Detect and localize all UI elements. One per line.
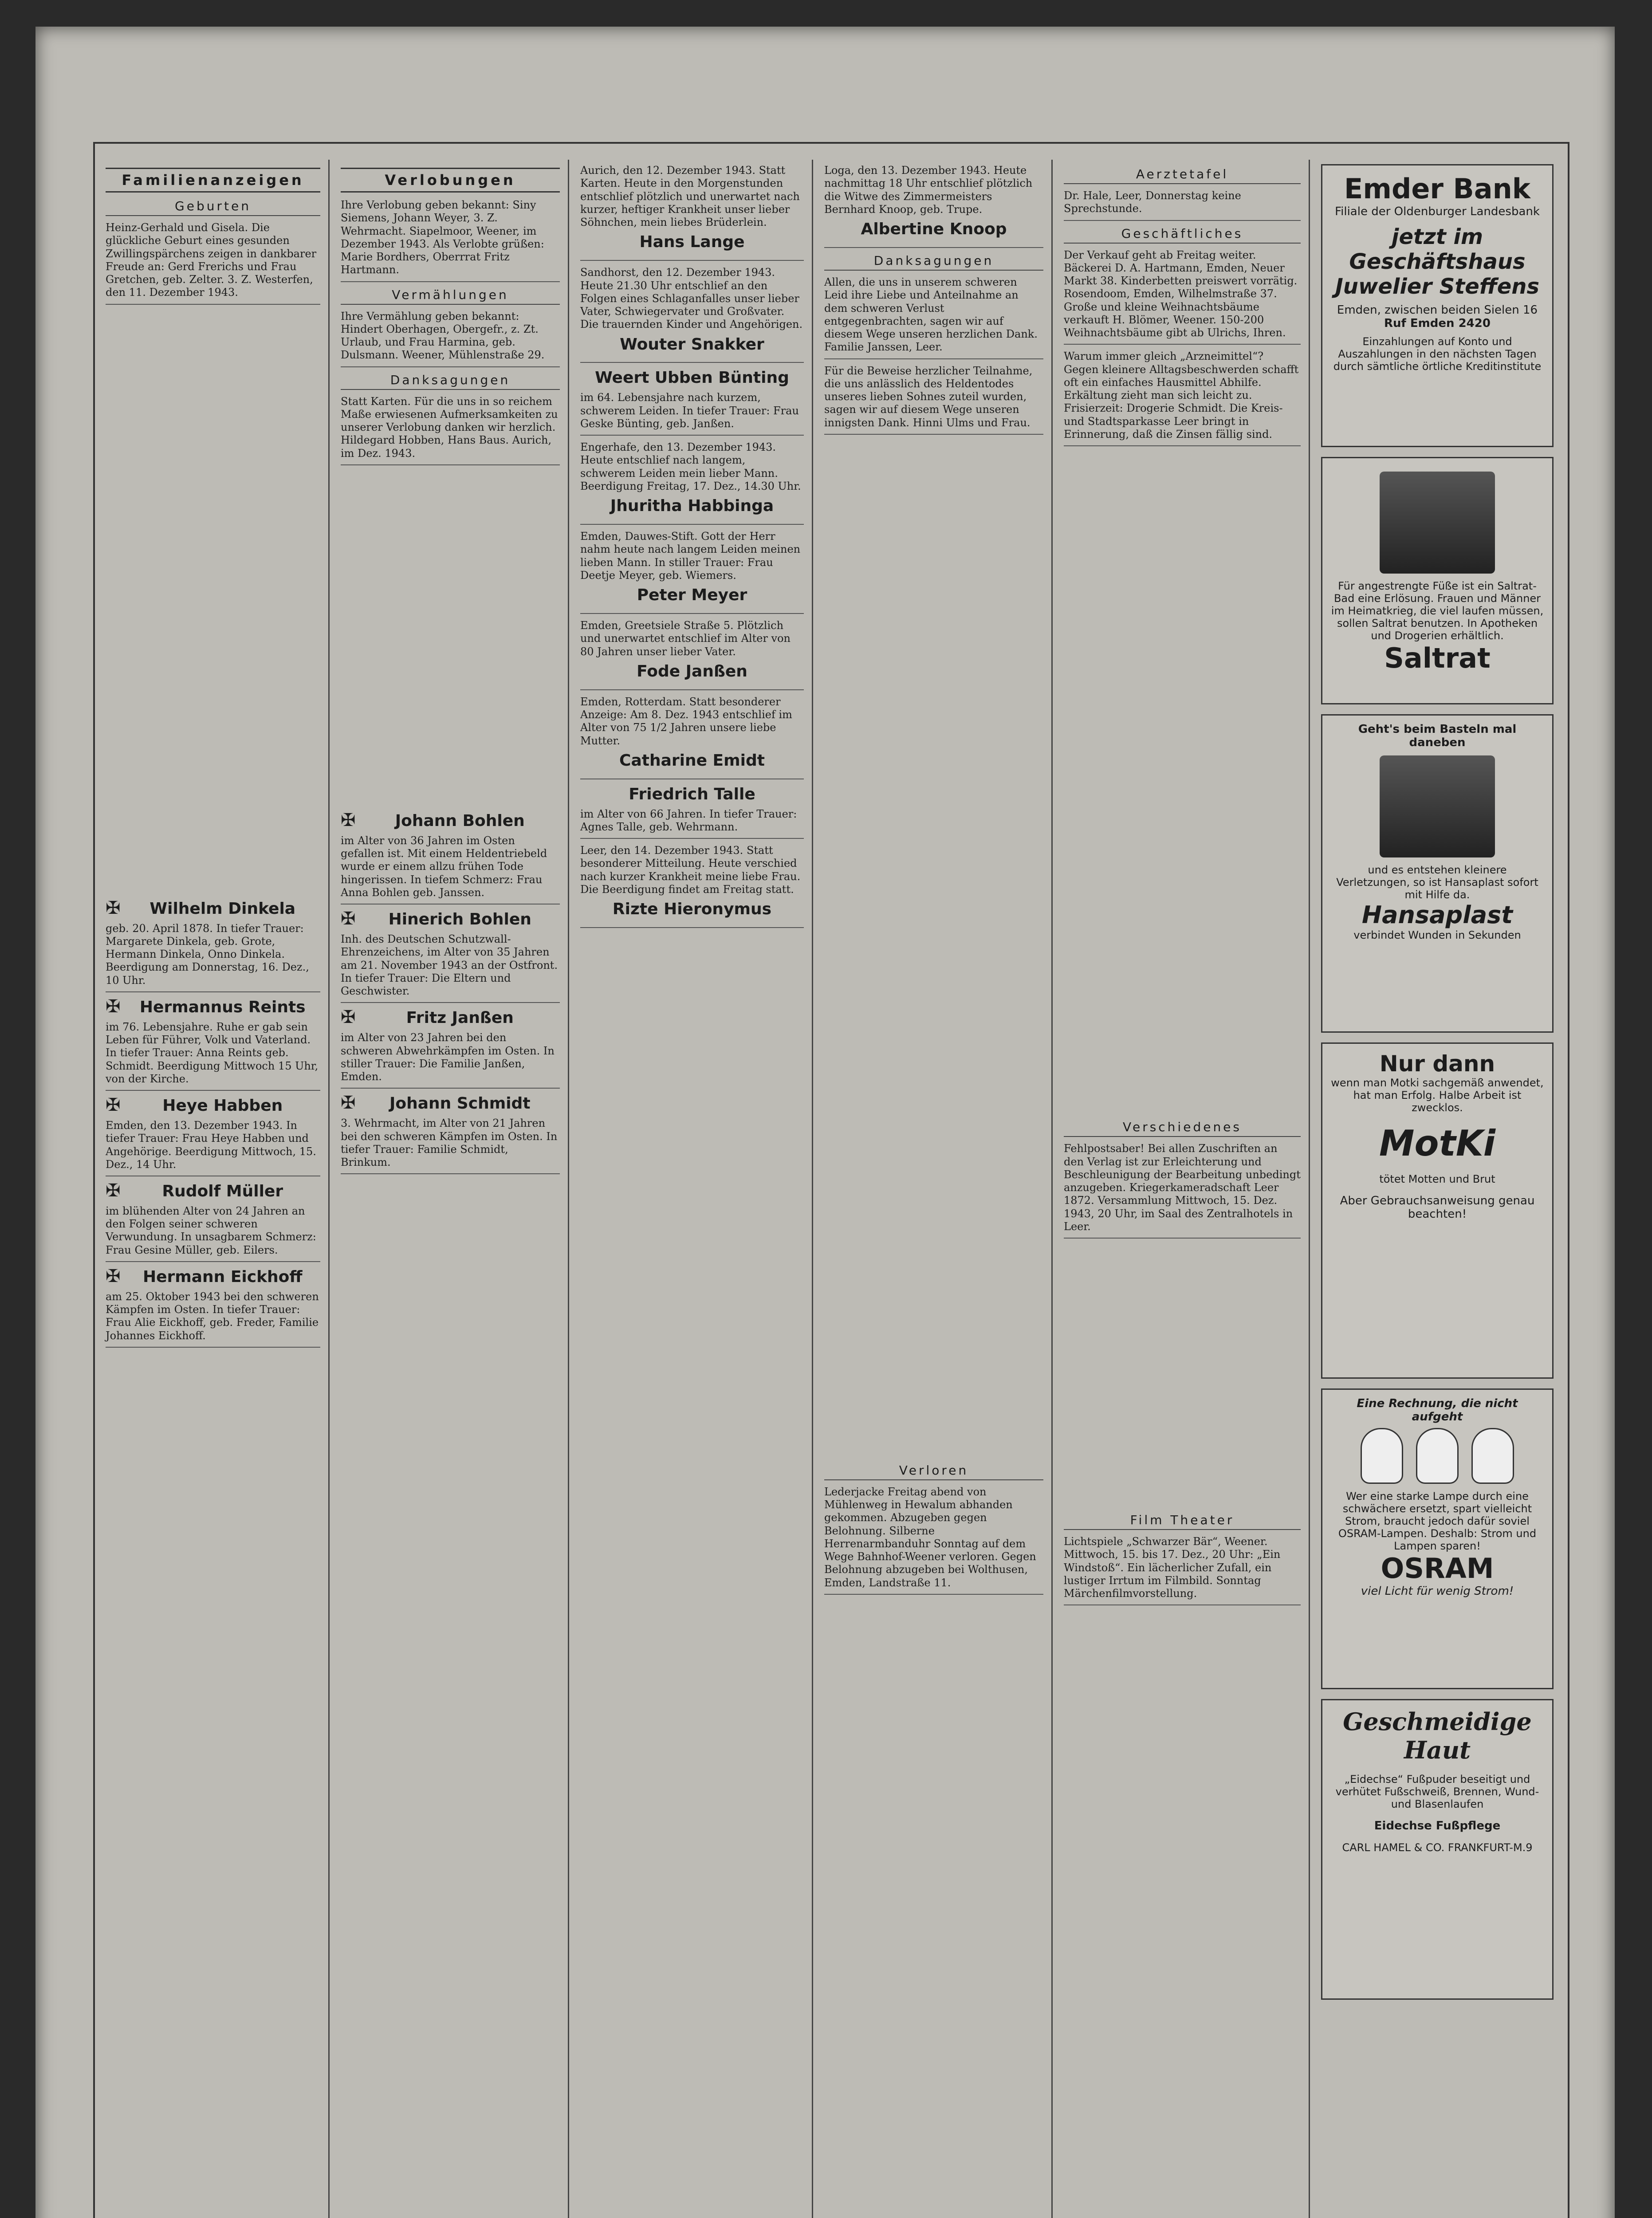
notice-text: Engerhafe, den 13. Dezember 1943. Heute entschlief nach langem, schwerem Leiden mein lieber Mann. Beerdigung Freitag, 17. Dez., 14.30 Uhr. (580, 441, 801, 492)
business-notice: Der Verkauf geht ab Freitag weiter. Bäckerei D. A. Hartmann, Emden, Neuer Markt 38. Kinderbetten preiswert vorrätig. Rosendoom, Emden, Wilhelmstraße 37. Große und kleine Weihnachtsbäume verkauft H. Blömer, Weener. 150-200 Weihnachtsbäume gibt ab Ulrichs, Ihren. (1064, 249, 1301, 345)
death-notice (824, 164, 1043, 248)
ad-motki (1321, 1042, 1554, 1379)
ad-text: Wer eine starke Lampe durch eine schwächere ersetzt, spart vielleicht Strom, braucht jedoch dafür soviel OSRAM-Lampen. Deshalb: Strom und Lampen sparen! (1338, 1490, 1537, 1552)
deceased-name: Weert Ubben Bünting (595, 369, 789, 387)
ad-hansaplast (1321, 714, 1554, 1033)
spacer (824, 440, 1043, 1460)
notice-text: Aurich, den 12. Dezember 1943. Statt Karten. Heute in den Morgenstunden entschlief plötzlich und unerwartet nach kurzer, heftiger Krankheit unser lieber Söhnchen, mein liebes Brüderlein. (580, 164, 800, 229)
notice-text: Sandhorst, den 12. Dezember 1943. Heute 21.30 Uhr entschlief an den Folgen eines Schlaganfalles unser lieber Vater, Schwiegervater und Großvater. Die trauernden Kinder und Angehörigen. (580, 266, 803, 331)
marriage-notice: Ihre Vermählung geben bekannt: Hindert Oberhagen, Obergefr., z. Zt. Urlaub, und Frau Harmina, geb. Dulsmann. Weener, Mühlenstraße 29. (341, 310, 560, 367)
iron-cross-icon: ✠ (106, 897, 121, 918)
ad-claim: viel Licht für wenig Strom! (1361, 1585, 1514, 1598)
spacer (341, 471, 560, 808)
subheader-film: Film Theater (1064, 1513, 1301, 1530)
ad-title: Eine Rechnung, die nicht aufgeht (1357, 1397, 1518, 1424)
deceased-name: Wouter Snakker (620, 335, 764, 354)
notice-text: geb. 20. April 1878. In tiefer Trauer: Margarete Dinkela, geb. Grote, Hermann Dinkela, Onno Dinkela. Beerdigung am Donnerstag, 16. Dez., 10 Uhr. (106, 922, 309, 987)
death-notice (580, 844, 804, 928)
death-notice (341, 811, 560, 905)
ad-footer: Aber Gebrauchsanweisung genau beachten! (1340, 1194, 1535, 1221)
deceased-name: Fritz Janßen (406, 1009, 514, 1027)
death-notice (580, 619, 804, 690)
iron-cross-icon: ✠ (106, 996, 121, 1017)
engagement-notice: Ihre Verlobung geben bekannt: Siny Siemens, Johann Weyer, 3. Z. Wehrmacht. Siapelmoor, Weener, im Dezember 1943. Als Verlobte grüßen: Marie Bordhers, Oberrrat Fritz Hartmann. (341, 199, 560, 282)
notice-text: am 25. Oktober 1943 bei den schweren Kämpfen im Osten. In tiefer Trauer: Frau Alie Eickhoff, geb. Freder, Familie Johannes Eickhoff. (106, 1290, 319, 1342)
deceased-name: Wilhelm Dinkela (149, 899, 296, 918)
death-notice (106, 998, 320, 1091)
figure-illustration-icon (1380, 472, 1495, 574)
death-notice (106, 1267, 320, 1348)
ad-brand: Eidechse Fußpflege (1374, 1819, 1501, 1833)
notice-text: im blühenden Alter von 24 Jahren an den Folgen seiner schweren Verwundung. In unsagbarem Schmerz: Frau Gesine Müller, geb. Eilers. (106, 1204, 316, 1256)
deceased-name: Friedrich Talle (629, 785, 755, 803)
lightbulb-icon (1416, 1428, 1459, 1484)
iron-cross-icon: ✠ (106, 1266, 121, 1286)
deceased-name: Peter Meyer (637, 586, 747, 605)
death-notice (341, 1094, 560, 1174)
deceased-name: Johann Bohlen (395, 811, 525, 830)
death-notice (580, 785, 804, 839)
spacer (1064, 1244, 1301, 1510)
misc-notice: Fehlpostsaber! Bei allen Zuschriften an den Verlag ist zur Erleichterung und Beschleunigung der Bearbeitung unbedingt anzugeben. Kriegerkameradschaft Leer 1872. Versammlung Mittwoch, 15. Dez. 1943, 20 Uhr, im Saal des Zentralhotels in Leer. (1064, 1142, 1301, 1239)
iron-cross-icon: ✠ (341, 1007, 356, 1028)
ad-brand: Hansaplast (1361, 901, 1513, 929)
ad-text: Für angestrengte Füße ist ein Saltrat-Bad eine Erlösung. Frauen und Männer im Heimatkrieg, die viel laufen müssen, sollen Saltrat benutzen. In Apotheken und Drogerien erhältlich. (1331, 580, 1544, 642)
column-classifieds (1056, 160, 1310, 2218)
iron-cross-icon: ✠ (341, 1093, 356, 1113)
deceased-name: Catharine Emidt (619, 751, 765, 770)
deceased-name: Albertine Knoop (861, 220, 1007, 239)
iron-cross-icon: ✠ (341, 908, 356, 929)
lightbulb-icon (1361, 1428, 1403, 1484)
death-notice (106, 1096, 320, 1176)
deceased-name: Rudolf Müller (162, 1182, 283, 1201)
ad-brand: MotKi (1379, 1123, 1496, 1164)
death-notice (580, 696, 804, 779)
ad-saltrat (1321, 457, 1554, 704)
deceased-name: Hinerich Bohlen (388, 910, 531, 929)
notice-text: im 64. Lebensjahre nach kurzem, schwerem Leiden. In tiefer Trauer: Frau Geske Bünting, geb. Janßen. (580, 391, 799, 430)
death-notice (106, 1182, 320, 1262)
ad-title: Emder Bank (1344, 173, 1530, 205)
notice-text: im Alter von 36 Jahren im Osten gefallen ist. Mit einem Heldentriebeld wurde er einem allzu frühen Tode hingerissen. In tiefem Schmerz: Frau Anna Bohlen geb. Janssen. (341, 834, 547, 899)
notice-text: Emden, Greetsiele Straße 5. Plötzlich und unerwartet entschlief im Alter von 80 Jahren unser lieber Vater. (580, 619, 791, 658)
death-notice (580, 164, 804, 261)
death-notice (580, 441, 804, 525)
subheader-marriages: Vermählungen (341, 287, 560, 305)
birth-notice: Heinz-Gerhald und Gisela. Die glückliche Geburt eines gesunden Zwillingspärchens zeigen in dankbarer Freude an: Gerd Frerichs und Frau Gretchen, geb. Zelter. 3. Z. Westerfen, den 11. Dezember 1943. (106, 221, 320, 305)
ad-headline: jetzt im Geschäftshaus Juwelier Steffens (1335, 224, 1540, 299)
figure-illustration-icon (1380, 755, 1495, 857)
thanks-notice: Statt Karten. Für die uns in so reichem Maße erwiesenen Aufmerksamkeiten zu unserer Verlobung danken wir herzlich. Hildegard Hobben, Hans Baus. Aurich, im Dez. 1943. (341, 395, 560, 465)
ad-osram (1321, 1388, 1554, 1689)
death-notice (341, 1008, 560, 1089)
notice-text: Loga, den 13. Dezember 1943. Heute nachmittag 18 Uhr entschlief plötzlich die Witwe des Zimmermeisters Bernhard Knoop, geb. Trupe. (824, 164, 1033, 216)
deceased-name: Hermannus Reints (139, 998, 306, 1016)
notice-text: im Alter von 23 Jahren bei den schweren Abwehrkämpfen im Osten. In stiller Trauer: Die Familie Janßen, Emden. (341, 1031, 555, 1083)
column-engagements (333, 160, 569, 2218)
section-header-verlobungen: Verlobungen (341, 168, 560, 193)
column-thanks (816, 160, 1053, 2218)
film-notice: Lichtspiele „Schwarzer Bär“, Weener. Mittwoch, 15. bis 17. Dez., 20 Uhr: „Ein Windstoß“. Ein lächerlicher Zufall, ein lustiger Irrtum im Filmbild. Sonntag Märchenfilmvorstellung. (1064, 1535, 1301, 1605)
ad-headline: Geht's beim Basteln mal daneben (1358, 723, 1517, 749)
notice-text: Inh. des Deutschen Schutzwall-Ehrenzeichens, im Alter von 35 Jahren am 21. November 1943 an der Ostfront. In tiefer Trauer: Die Eltern und Geschwister. (341, 933, 558, 998)
ad-note: Einzahlungen auf Konto und Auszahlungen in den nächsten Tagen durch sämtliche örtliche Kreditinstitute (1333, 335, 1542, 373)
lightbulbs-illustration (1329, 1424, 1545, 1490)
spacer (1064, 452, 1301, 1117)
thanks-notice: Allen, die uns in unserem schweren Leid ihre Liebe und Anteilnahme an dem schweren Verlust entgegenbrachten, sagen wir auf diesem Wege unseren herzlichen Dank. Familie Janssen, Leer. (824, 276, 1043, 359)
notice-text: 3. Wehrmacht, im Alter von 21 Jahren bei den schweren Kämpfen im Osten. In tiefer Trauer: Familie Schmidt, Brinkum. (341, 1117, 558, 1169)
notice-text: Emden, Rotterdam. Statt besonderer Anzeige: Am 8. Dez. 1943 entschlief im Alter von 75 1/2 Jahren unsere liebe Mutter. (580, 695, 792, 747)
iron-cross-icon: ✠ (106, 1095, 121, 1116)
business-notice: Warum immer gleich „Arzneimittel“? Gegen kleinere Alltagsbeschwerden schafft oft ein einfaches Hausmittel Abhilfe. Erkältung zieht man sich leicht zu. Frisierzeit: Drogerie Schmidt. Die Kreis- und Stadtsparkasse Leer bringt in Erinnerung, daß die Zinsen fällig sind. (1064, 350, 1301, 446)
thanks-notice: Für die Beweise herzlicher Teilnahme, die uns anlässlich des Heldentodes unseres lieben Sohnes zuteil wurden, sagen wir auf diesem Wege unseren innigsten Dank. Hinni Ulms und Frau. (824, 365, 1043, 435)
deceased-name: Heye Habben (162, 1097, 283, 1115)
iron-cross-icon: ✠ (106, 1180, 121, 1201)
ad-eidechse (1321, 1699, 1554, 2000)
column-ads (1313, 160, 1562, 2218)
notice-text: Emden, Dauwes-Stift. Gott der Herr nahm heute nach langem Leiden meinen lieben Mann. In stiller Trauer: Frau Deetje Meyer, geb. Wiemers. (580, 530, 801, 582)
ad-title: Nur dann (1379, 1051, 1495, 1077)
deceased-name: Rizte Hieronymus (612, 900, 772, 919)
death-notice (341, 910, 560, 1003)
ad-emder-bank (1321, 164, 1554, 447)
lightbulb-icon (1471, 1428, 1514, 1484)
death-notice (580, 368, 804, 436)
subheader-lost: Verloren (824, 1463, 1043, 1480)
notice-text: im 76. Lebensjahre. Ruhe er gab sein Leben für Führer, Volk und Vaterland. In tiefer Trauer: Anna Reints geb. Schmidt. Beerdigung Mittwoch 15 Uhr, von der Kirche. (106, 1020, 319, 1085)
deceased-name: Johann Schmidt (389, 1094, 531, 1113)
section-header-familienanzeigen: Familienanzeigen (106, 168, 320, 193)
column-death-notices (572, 160, 813, 2218)
notice-text: Leer, den 14. Dezember 1943. Statt besonderer Mitteilung. Heute verschied nach kurzer Krankheit meine liebe Frau. Die Beerdigung findet am Freitag statt. (580, 844, 801, 896)
ad-title: Geschmeidige Haut (1343, 1707, 1532, 1764)
subheader-business: Geschäftliches (1064, 226, 1301, 244)
notice-text: im Alter von 66 Jahren. In tiefer Trauer: Agnes Talle, geb. Wehrmann. (580, 807, 797, 833)
subheader-thanks: Danksagungen (824, 253, 1043, 271)
subheader-misc: Verschiedenes (1064, 1120, 1301, 1137)
newspaper-page (35, 27, 1615, 2218)
ad-address: Emden, zwischen beiden Sielen 16 (1337, 303, 1538, 317)
deceased-name: Jhuritha Habbinga (610, 497, 774, 515)
ad-brand: OSRAM (1381, 1552, 1494, 1585)
ad-text: und es entstehen kleinere Verletzungen, so ist Hansaplast sofort mit Hilfe da. (1336, 864, 1538, 901)
doctors-notice: Dr. Hale, Leer, Donnerstag keine Sprechstunde. (1064, 189, 1301, 221)
iron-cross-icon: ✠ (341, 810, 356, 830)
spacer (106, 310, 320, 896)
ad-subtitle: Filiale der Oldenburger Landesbank (1335, 205, 1540, 218)
deceased-name: Hans Lange (639, 233, 745, 252)
ad-claim: verbindet Wunden in Sekunden (1353, 929, 1521, 941)
ad-phone: Ruf Emden 2420 (1384, 317, 1491, 330)
deceased-name: Hermann Eickhoff (142, 1268, 303, 1286)
notice-text: Emden, den 13. Dezember 1943. In tiefer Trauer: Frau Heye Habben und Angehörige. Beerdigung Mittwoch, 15. Dez., 14 Uhr. (106, 1119, 316, 1171)
ad-brand: Saltrat (1384, 642, 1491, 674)
ad-maker: CARL HAMEL & CO. FRANKFURT-M.9 (1342, 1841, 1533, 1854)
death-notice (106, 899, 320, 992)
ad-claim: tötet Motten und Brut (1379, 1173, 1495, 1185)
subheader-births: Geburten (106, 199, 320, 216)
death-notice (580, 530, 804, 614)
lost-notice: Lederjacke Freitag abend von Mühlenweg in Hewalum abhanden gekommen. Abzugeben gegen Belohnung. Silberne Herrenarmbanduhr Sonntag auf dem Wege Bahnhof-Weener verloren. Gegen Belohnung abzugeben bei Wolthusen, Emden, Landstraße 11. (824, 1486, 1043, 1595)
ad-text: „Eidechse“ Fußpuder beseitigt und verhütet Fußschweiß, Brennen, Wund- und Blasenlaufen (1335, 1773, 1539, 1810)
subheader-thanks: Danksagungen (341, 373, 560, 390)
deceased-name: Fode Janßen (637, 662, 747, 680)
subheader-doctors: Aerztetafel (1064, 167, 1301, 184)
ad-text: wenn man Motki sachgemäß anwendet, hat man Erfolg. Halbe Arbeit ist zwecklos. (1331, 1077, 1544, 1114)
column-family-notices (98, 160, 330, 2218)
death-notice (580, 266, 804, 363)
